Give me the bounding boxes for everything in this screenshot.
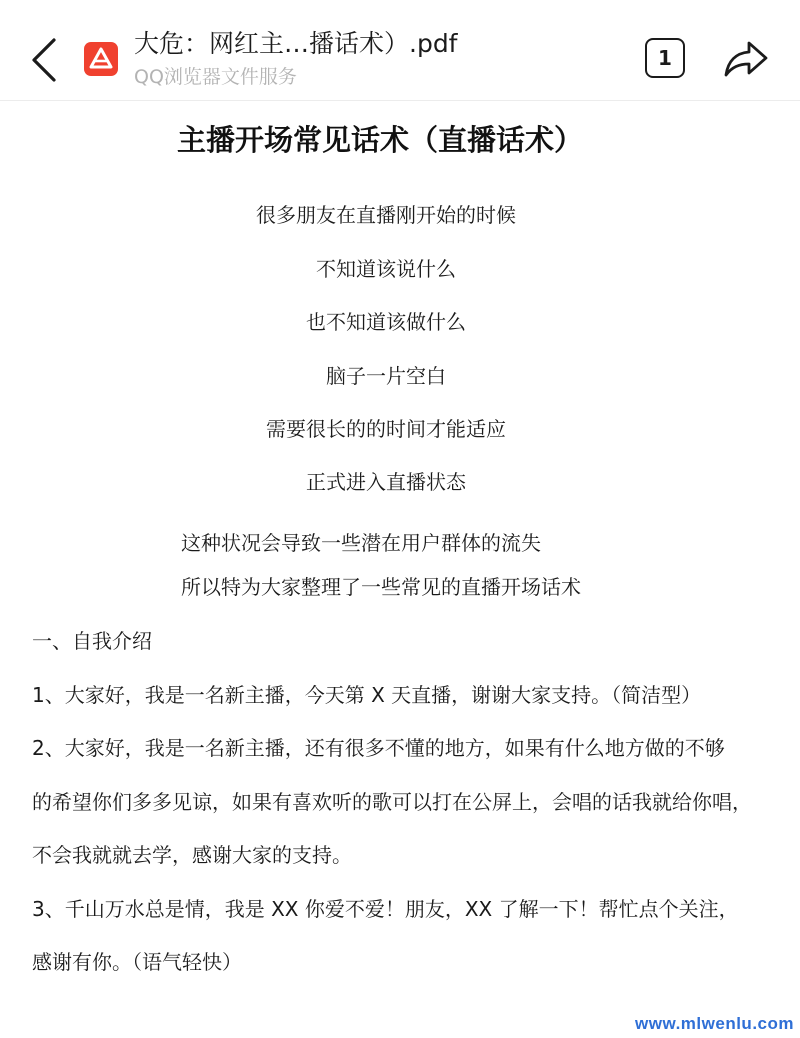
section-heading: 一、自我介绍 xyxy=(32,629,152,653)
paragraph-line: 3、千山万水总是情，我是 XX 你爱不爱！朋友，XX 了解一下！帮忙点个关注， xyxy=(32,897,739,921)
reason-line: 这种状况会导致一些潜在用户群体的流失 xyxy=(181,531,541,555)
reason-line: 所以特为大家整理了一些常见的直播开场话术 xyxy=(181,575,581,599)
page-count: 1 xyxy=(658,46,672,70)
paragraph-line: 2、大家好，我是一名新主播，还有很多不懂的地方，如果有什么地方做的不够 xyxy=(32,736,725,760)
top-bar xyxy=(0,0,800,101)
intro-line: 脑子一片空白 xyxy=(326,364,446,388)
back-button[interactable] xyxy=(22,30,66,90)
chevron-left-icon xyxy=(22,30,66,90)
paragraph-line: 1、大家好，我是一名新主播，今天第 X 天直播，谢谢大家支持。（简洁型） xyxy=(32,683,702,707)
paragraph-line: 的希望你们多多见谅，如果有喜欢听的歌可以打在公屏上，会唱的话我就给你唱， xyxy=(32,790,752,814)
intro-line: 也不知道该做什么 xyxy=(306,310,466,334)
intro-line: 正式进入直播状态 xyxy=(306,470,466,494)
paragraph-line: 不会我就就去学，感谢大家的支持。 xyxy=(32,843,352,867)
share-arrow-icon xyxy=(722,37,770,81)
share-button[interactable] xyxy=(722,37,770,81)
intro-line: 很多朋友在直播刚开始的时候 xyxy=(256,203,516,227)
intro-line: 不知道该说什么 xyxy=(316,257,456,281)
pdf-document-page[interactable] xyxy=(0,100,800,1038)
file-title-block xyxy=(134,26,614,90)
file-service-label: QQ浏览器文件服务 xyxy=(134,66,297,88)
site-watermark: www.mlwenlu.com xyxy=(635,1014,794,1033)
intro-line: 需要很长的的时间才能适应 xyxy=(266,417,506,441)
paragraph-line: 感谢有你。（语气轻快） xyxy=(32,950,242,974)
page-count-button[interactable] xyxy=(645,38,685,78)
document-title: 主播开场常见话术（直播话术） xyxy=(176,123,583,157)
file-title: 大危：网红主…播话术）.pdf xyxy=(134,29,458,58)
pdf-app-icon xyxy=(84,42,118,76)
